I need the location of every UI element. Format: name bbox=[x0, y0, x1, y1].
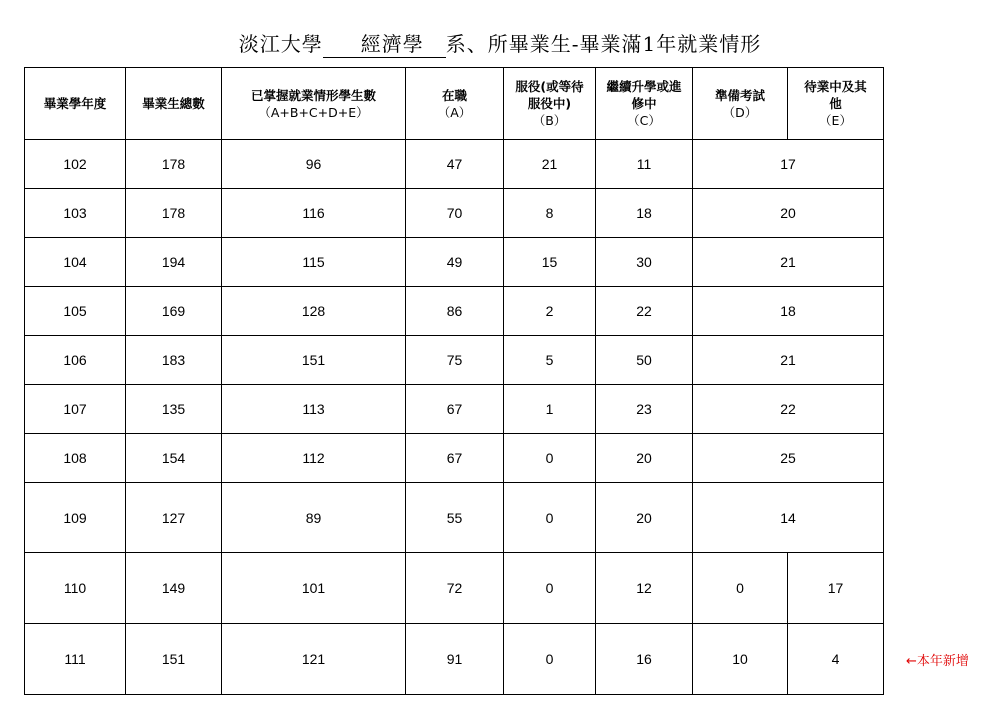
new-this-year-note bbox=[906, 650, 969, 669]
cell-c: 20 bbox=[596, 434, 693, 483]
table-row bbox=[25, 140, 884, 189]
cell-b: 2 bbox=[504, 287, 596, 336]
cell-d: 10 bbox=[693, 624, 788, 695]
cell-known: 128 bbox=[222, 287, 406, 336]
table-row bbox=[25, 483, 884, 553]
cell-c: 11 bbox=[596, 140, 693, 189]
cell-de: 14 bbox=[693, 483, 884, 553]
cell-year: 105 bbox=[25, 287, 126, 336]
cell-a: 55 bbox=[406, 483, 504, 553]
cell-b: 0 bbox=[504, 483, 596, 553]
cell-known: 101 bbox=[222, 553, 406, 624]
cell-a: 67 bbox=[406, 385, 504, 434]
page-title bbox=[0, 28, 1000, 58]
cell-known: 112 bbox=[222, 434, 406, 483]
table-row bbox=[25, 287, 884, 336]
header-known: 已掌握就業情形學生數 （A+B+C+D+E） bbox=[222, 68, 406, 140]
note-text: 本年新增 bbox=[916, 654, 969, 669]
cell-a: 49 bbox=[406, 238, 504, 287]
table-row bbox=[25, 553, 884, 624]
cell-known: 121 bbox=[222, 624, 406, 695]
cell-b: 0 bbox=[504, 434, 596, 483]
cell-c: 50 bbox=[596, 336, 693, 385]
cell-total: 154 bbox=[126, 434, 222, 483]
cell-de: 20 bbox=[693, 189, 884, 238]
cell-known: 89 bbox=[222, 483, 406, 553]
cell-year: 104 bbox=[25, 238, 126, 287]
header-unemployed: 待業中及其他 （E） bbox=[788, 68, 884, 140]
table-row bbox=[25, 238, 884, 287]
cell-a: 67 bbox=[406, 434, 504, 483]
cell-a: 91 bbox=[406, 624, 504, 695]
cell-known: 113 bbox=[222, 385, 406, 434]
cell-total: 169 bbox=[126, 287, 222, 336]
cell-de: 21 bbox=[693, 336, 884, 385]
cell-c: 22 bbox=[596, 287, 693, 336]
cell-year: 102 bbox=[25, 140, 126, 189]
header-year: 畢業學年度 bbox=[25, 68, 126, 140]
header-study: 繼續升學或進修中 （C） bbox=[596, 68, 693, 140]
table-row bbox=[25, 189, 884, 238]
cell-a: 72 bbox=[406, 553, 504, 624]
cell-b: 0 bbox=[504, 553, 596, 624]
title-suffix: 系、所畢業生-畢業滿1年就業情形 bbox=[445, 32, 762, 56]
cell-total: 149 bbox=[126, 553, 222, 624]
cell-de: 21 bbox=[693, 238, 884, 287]
table-row bbox=[25, 624, 884, 695]
cell-year: 107 bbox=[25, 385, 126, 434]
cell-known: 115 bbox=[222, 238, 406, 287]
cell-e: 4 bbox=[788, 624, 884, 695]
cell-year: 110 bbox=[25, 553, 126, 624]
cell-b: 15 bbox=[504, 238, 596, 287]
cell-total: 183 bbox=[126, 336, 222, 385]
header-employed: 在職 （A） bbox=[406, 68, 504, 140]
cell-c: 18 bbox=[596, 189, 693, 238]
cell-known: 116 bbox=[222, 189, 406, 238]
cell-d: 0 bbox=[693, 553, 788, 624]
cell-b: 0 bbox=[504, 624, 596, 695]
cell-year: 106 bbox=[25, 336, 126, 385]
cell-a: 75 bbox=[406, 336, 504, 385]
left-arrow-icon: ← bbox=[906, 654, 917, 669]
cell-de: 22 bbox=[693, 385, 884, 434]
cell-a: 47 bbox=[406, 140, 504, 189]
cell-year: 109 bbox=[25, 483, 126, 553]
cell-c: 16 bbox=[596, 624, 693, 695]
table-row bbox=[25, 336, 884, 385]
cell-c: 12 bbox=[596, 553, 693, 624]
cell-total: 178 bbox=[126, 140, 222, 189]
cell-e: 17 bbox=[788, 553, 884, 624]
cell-year: 103 bbox=[25, 189, 126, 238]
header-total: 畢業生總數 bbox=[126, 68, 222, 140]
table-row bbox=[25, 385, 884, 434]
cell-de: 17 bbox=[693, 140, 884, 189]
cell-total: 178 bbox=[126, 189, 222, 238]
cell-b: 21 bbox=[504, 140, 596, 189]
cell-b: 8 bbox=[504, 189, 596, 238]
cell-b: 5 bbox=[504, 336, 596, 385]
cell-a: 86 bbox=[406, 287, 504, 336]
cell-year: 108 bbox=[25, 434, 126, 483]
cell-b: 1 bbox=[504, 385, 596, 434]
header-military: 服役(或等待服役中) （B） bbox=[504, 68, 596, 140]
employment-table bbox=[24, 67, 884, 695]
cell-known: 96 bbox=[222, 140, 406, 189]
cell-total: 194 bbox=[126, 238, 222, 287]
cell-c: 30 bbox=[596, 238, 693, 287]
cell-de: 25 bbox=[693, 434, 884, 483]
cell-total: 151 bbox=[126, 624, 222, 695]
title-department: 經濟學 bbox=[323, 28, 446, 58]
cell-de: 18 bbox=[693, 287, 884, 336]
cell-total: 127 bbox=[126, 483, 222, 553]
cell-c: 23 bbox=[596, 385, 693, 434]
cell-a: 70 bbox=[406, 189, 504, 238]
header-exam: 準備考試 （D） bbox=[693, 68, 788, 140]
cell-known: 151 bbox=[222, 336, 406, 385]
table-row bbox=[25, 434, 884, 483]
cell-c: 20 bbox=[596, 483, 693, 553]
header-row bbox=[25, 68, 884, 140]
cell-year: 111 bbox=[25, 624, 126, 695]
cell-total: 135 bbox=[126, 385, 222, 434]
title-school: 淡江大學 bbox=[238, 32, 323, 56]
